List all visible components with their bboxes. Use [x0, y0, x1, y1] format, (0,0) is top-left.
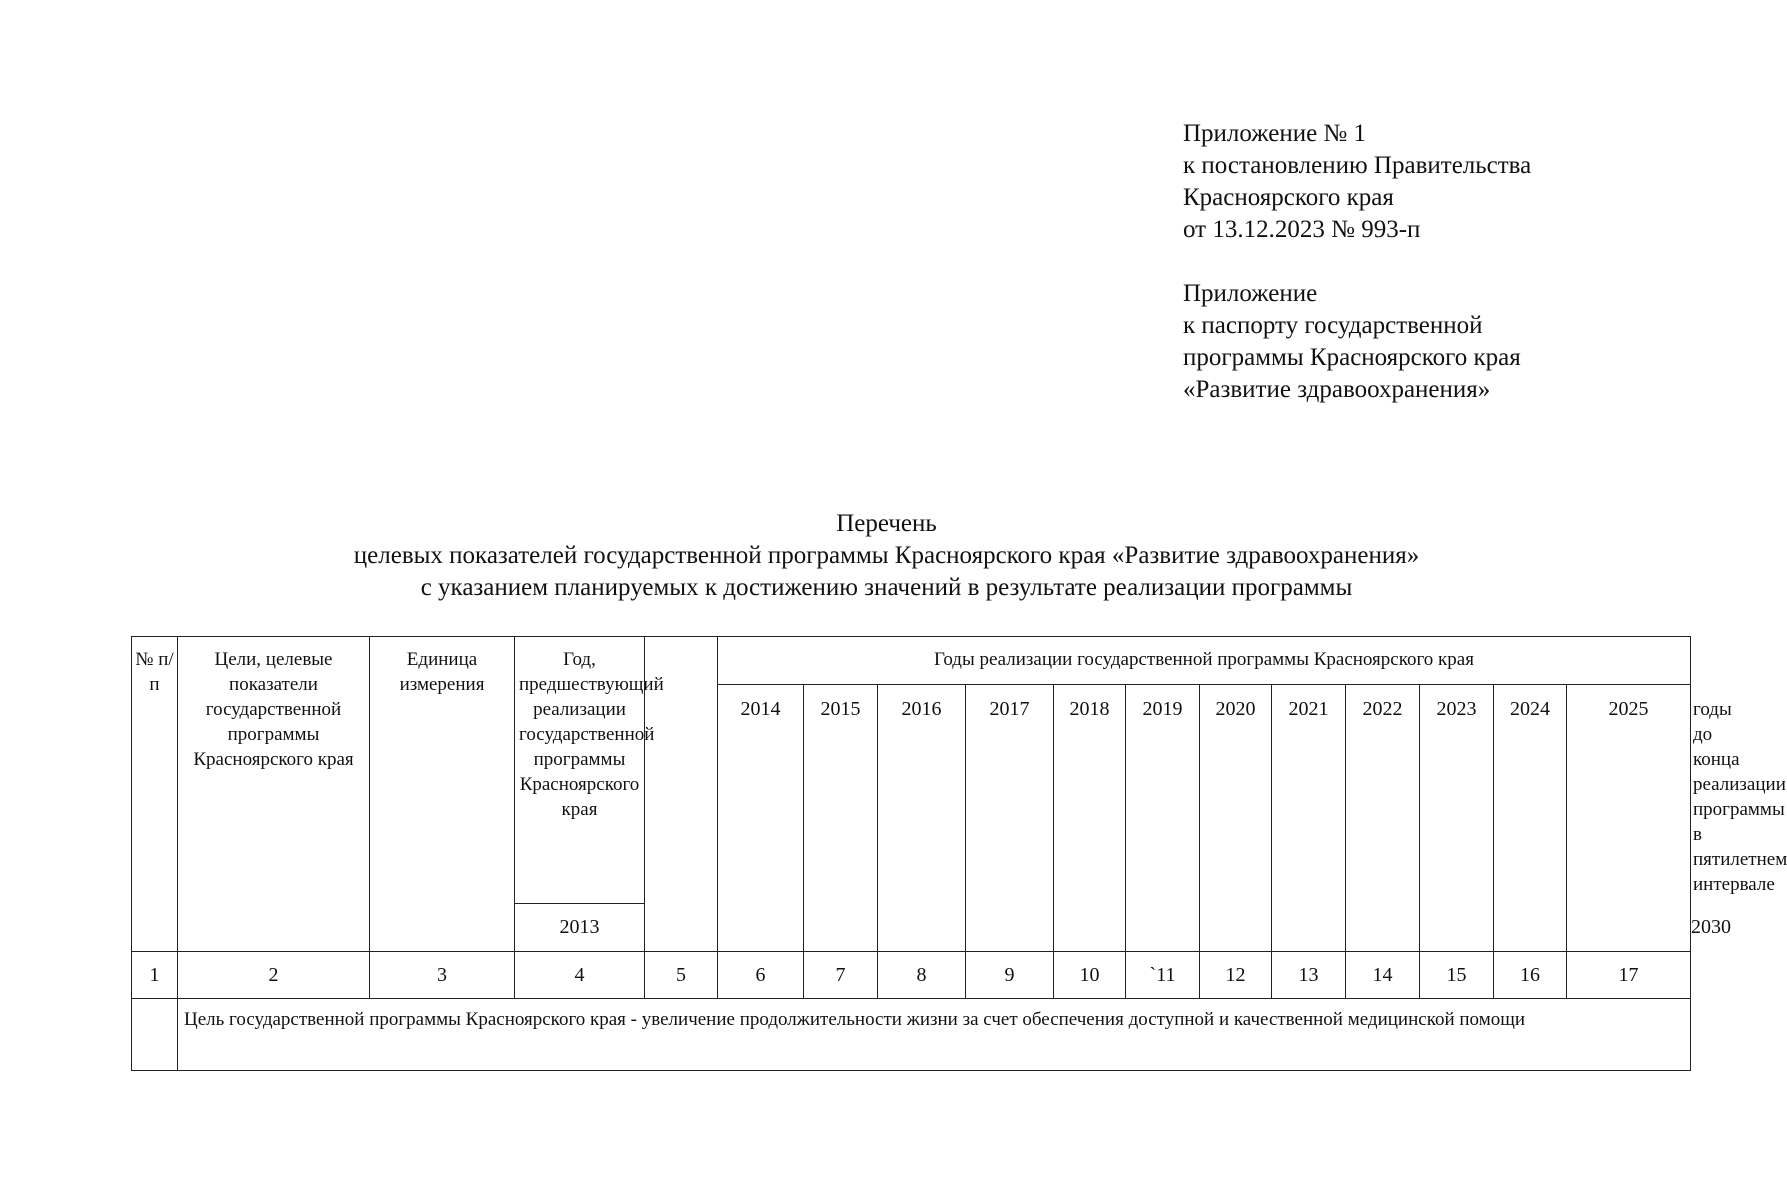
column-number: 9: [966, 952, 1054, 999]
appendix-1-line: к постановлению Правительства: [1183, 152, 1532, 179]
appendix-2-line: к паспорту государственной: [1183, 312, 1483, 339]
title-line: с указанием планируемых к достижению значений в результате реализации программы: [420, 574, 1353, 601]
goal-row-number-cell: [132, 999, 178, 1071]
column-number: 12: [1200, 952, 1272, 999]
header-year-2024: 2024: [1494, 685, 1567, 952]
column-number: 6: [718, 952, 804, 999]
header-unit: Единица измерения: [370, 637, 515, 952]
goal-text: Цель государственной программы Красноярского края - увеличение продолжительности жизни за счет обеспечения доступной и качественной медицинской помощи: [178, 999, 1691, 1071]
header-year-2023: 2023: [1420, 685, 1494, 952]
header-year-2014: 2014: [718, 685, 804, 952]
column-number: 8: [878, 952, 966, 999]
column-number: `11: [1126, 952, 1200, 999]
header-year-2025: 2025: [1567, 685, 1691, 952]
appendix-header: [1183, 118, 1663, 406]
appendix-1-block: [1183, 118, 1663, 246]
header-year-2016: 2016: [878, 685, 966, 952]
column-number: 10: [1054, 952, 1126, 999]
column-number: 14: [1346, 952, 1420, 999]
column-number: 3: [370, 952, 515, 999]
prev-year-value: 2013: [515, 904, 645, 952]
column-number: 15: [1420, 952, 1494, 999]
column-number: 5: [645, 952, 718, 999]
appendix-1-line: Красноярского края: [1183, 184, 1394, 211]
header-year-2015: 2015: [804, 685, 878, 952]
header-prev-year-label: Год, предшествующий реализации государственной программы Красноярского края: [519, 649, 664, 820]
appendix-1-line: Приложение № 1: [1183, 120, 1367, 147]
column-number: 7: [804, 952, 878, 999]
indicators-table: [131, 636, 1787, 1071]
header-year-2020: 2020: [1200, 685, 1272, 952]
header-year-2017: 2017: [966, 685, 1054, 952]
column-number: 13: [1272, 952, 1346, 999]
header-row-values: 2013 2030: [132, 904, 1691, 952]
header-row-years: 2014 2015 2016 2017 2018 2019 2020 2021 2022 2023 2024 2025 годы до конца реализации программы в пятилетнем интервале: [132, 685, 1691, 904]
header-year-2021: 2021: [1272, 685, 1346, 952]
document-title: [131, 508, 1642, 604]
column-number: 16: [1494, 952, 1567, 999]
appendix-2-line: программы Красноярского края: [1183, 344, 1521, 371]
header-goals: Цели, целевые показатели государственной программы Красноярского края: [178, 637, 370, 952]
header-year-2022: 2022: [1346, 685, 1420, 952]
header-number: № п/п: [132, 637, 178, 952]
column-number: 1: [132, 952, 178, 999]
appendix-1-line: от 13.12.2023 № 993-п: [1183, 216, 1421, 243]
header-prev-year: [515, 637, 664, 904]
column-number-row: [132, 952, 1691, 999]
column-number: 17: [1567, 952, 1691, 999]
header-implementation-years: Годы реализации государственной программы Красноярского края: [718, 637, 1691, 685]
appendix-2-block: [1183, 278, 1663, 406]
appendix-2-line: Приложение: [1183, 280, 1318, 307]
title-line: Перечень: [836, 510, 937, 537]
header-year-2019: 2019: [1126, 685, 1200, 952]
goal-row: [132, 999, 1691, 1071]
header-year-2018: 2018: [1054, 685, 1126, 952]
appendix-2-line: «Развитие здравоохранения»: [1183, 376, 1491, 403]
header-row-group: [132, 637, 1691, 685]
title-line: целевых показателей государственной программы Красноярского края «Развитие здравоохранения»: [353, 542, 1420, 569]
column-number: 4: [515, 952, 645, 999]
column-number: 2: [178, 952, 370, 999]
